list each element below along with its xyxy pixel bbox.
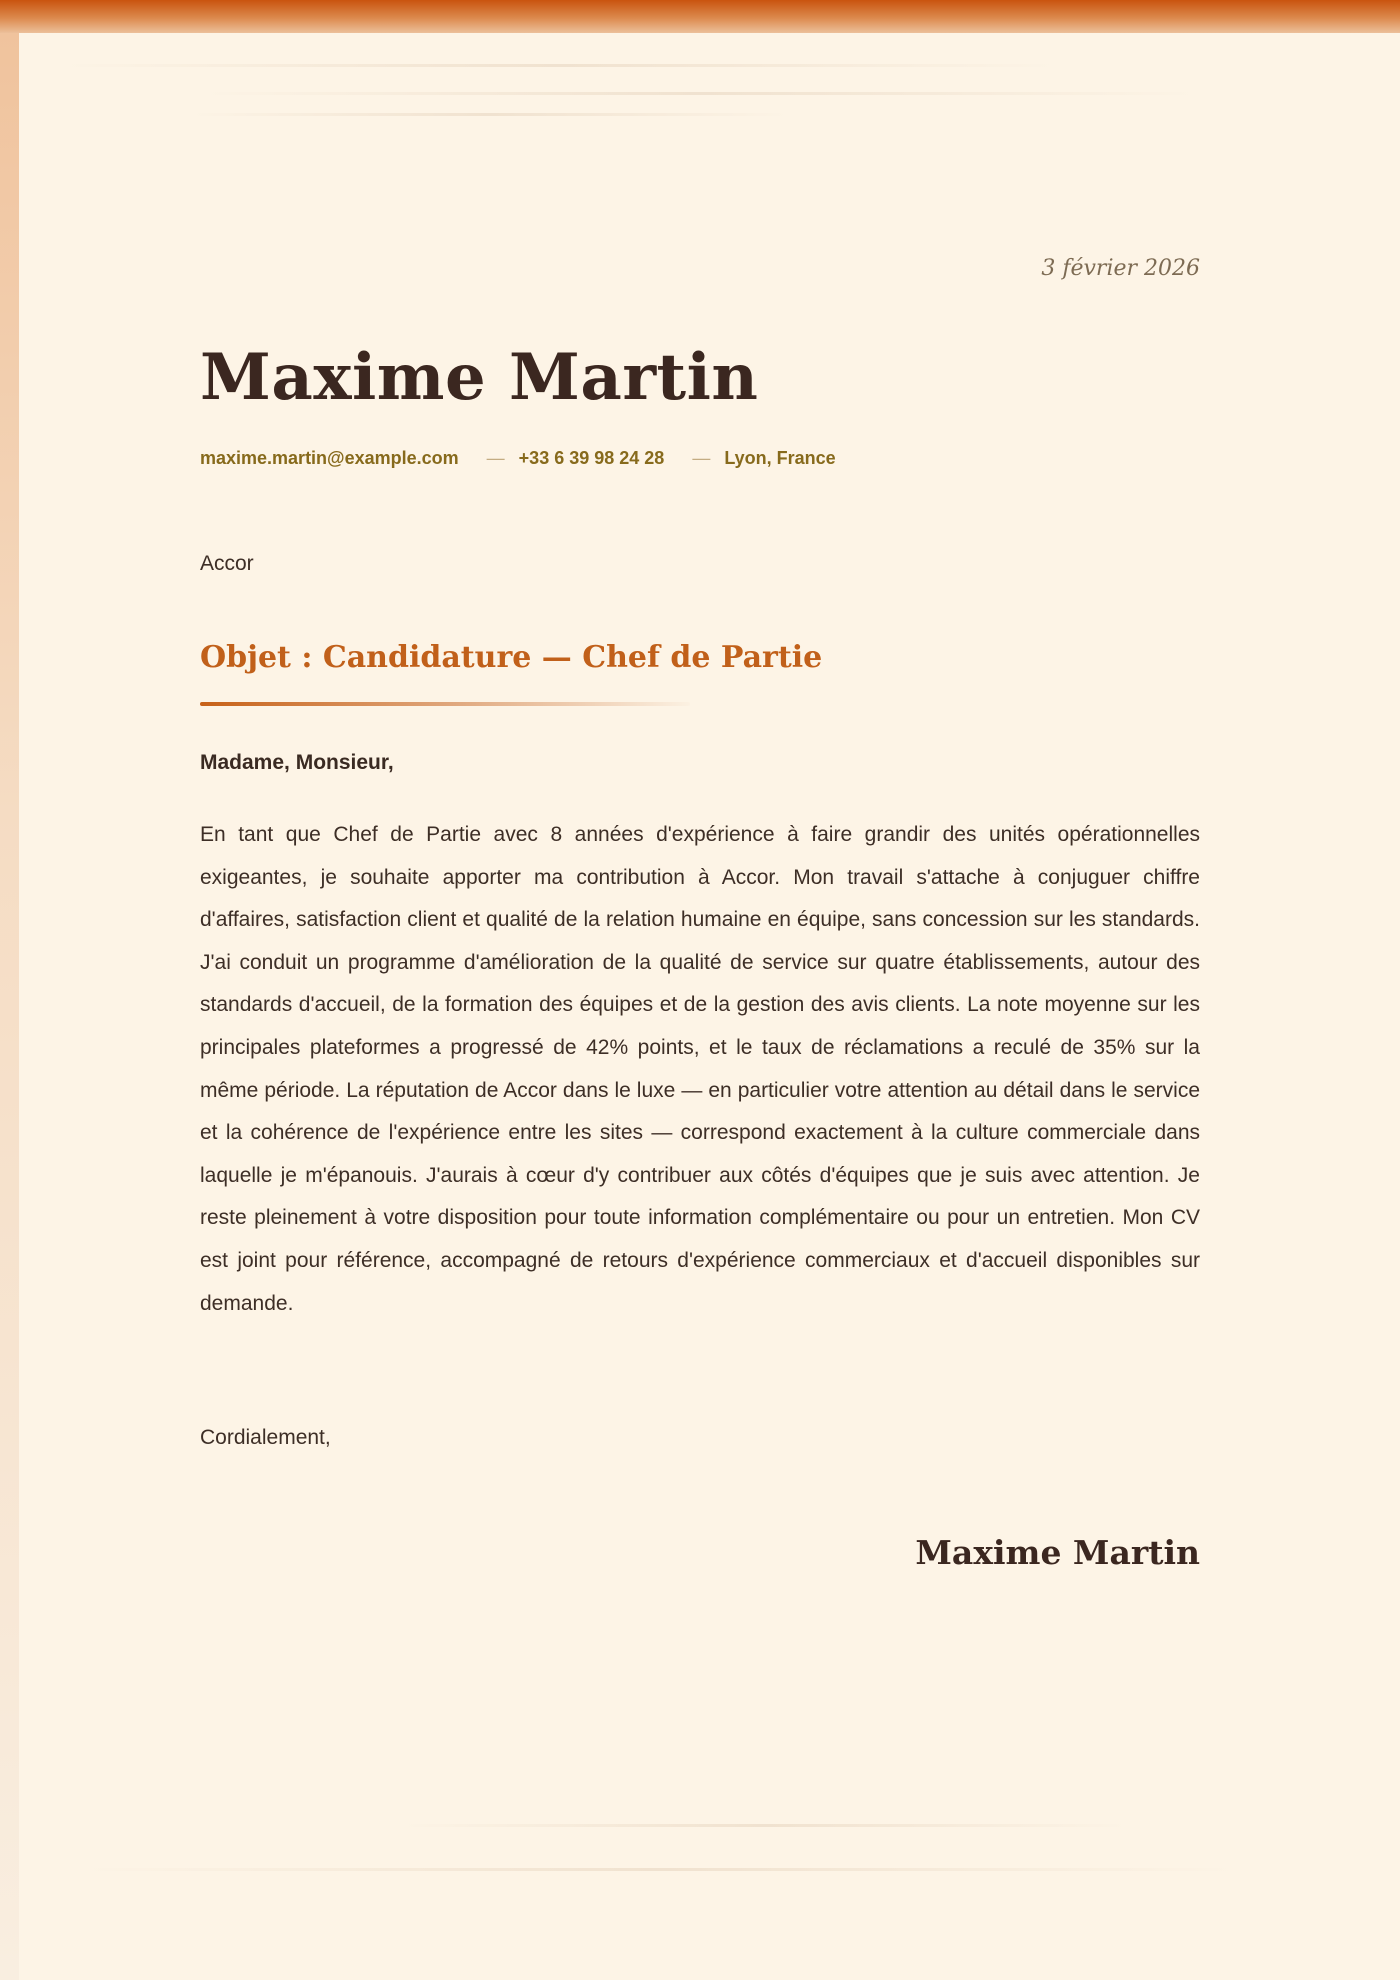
signature: Maxime Martin	[915, 1533, 1200, 1572]
paper-texture-line	[400, 1824, 1130, 1827]
contact-line	[200, 448, 836, 469]
contact-phone: +33 6 39 98 24 28	[518, 448, 665, 468]
paper-texture-line	[200, 92, 1200, 95]
left-accent-bar	[0, 33, 19, 1980]
paper-texture-line	[60, 64, 1060, 67]
salutation: Madame, Monsieur,	[200, 751, 394, 774]
recipient: Accor	[200, 552, 254, 575]
sender-name: Maxime Martin	[200, 340, 759, 415]
subject-heading: Objet : Candidature — Chef de Partie	[200, 640, 823, 675]
contact-separator: —	[692, 448, 711, 468]
subject-underline	[200, 702, 690, 706]
contact-email: maxime.martin@example.com	[200, 448, 459, 468]
paper-texture-line	[190, 113, 790, 116]
closing: Cordialement,	[200, 1426, 331, 1449]
letter-date: 3 février 2026	[1041, 256, 1200, 281]
contact-location: Lyon, France	[724, 448, 836, 468]
paper-texture-line	[80, 1868, 1240, 1871]
letter-body: En tant que Chef de Partie avec 8 années d'expérience à faire grandir des unités opérationnelles exigeantes, je souhaite apporter ma contribution à Accor. Mon travail s'attache à conjuguer chiffre d'affaires, satisfaction client et qualité de la relation humaine en équipe, sans concession sur les standards. J'ai conduit un programme d'amélioration de la qualité de service sur quatre établissements, autour des standards d'accueil, de la formation des équipes et de la gestion des avis clients. La note moyenne sur les principales plateformes a progressé de 42% points, et le taux de réclamations a reculé de 35% sur la même période. La réputation de Accor dans le luxe — en particulier votre attention au détail dans le service et la cohérence de l'expérience entre les sites — correspond exactement à la culture commerciale dans laquelle je m'épanouis. J'aurais à cœur d'y contribuer aux côtés d'équipes que je suis avec attention. Je reste pleinement à votre disposition pour toute information complémentaire ou pour un entretien. Mon CV est joint pour référence, accompagné de retours d'expérience commerciaux et d'accueil disponibles sur demande.	[200, 823, 1200, 1315]
contact-separator: —	[486, 448, 505, 468]
top-accent-bar	[0, 0, 1400, 33]
